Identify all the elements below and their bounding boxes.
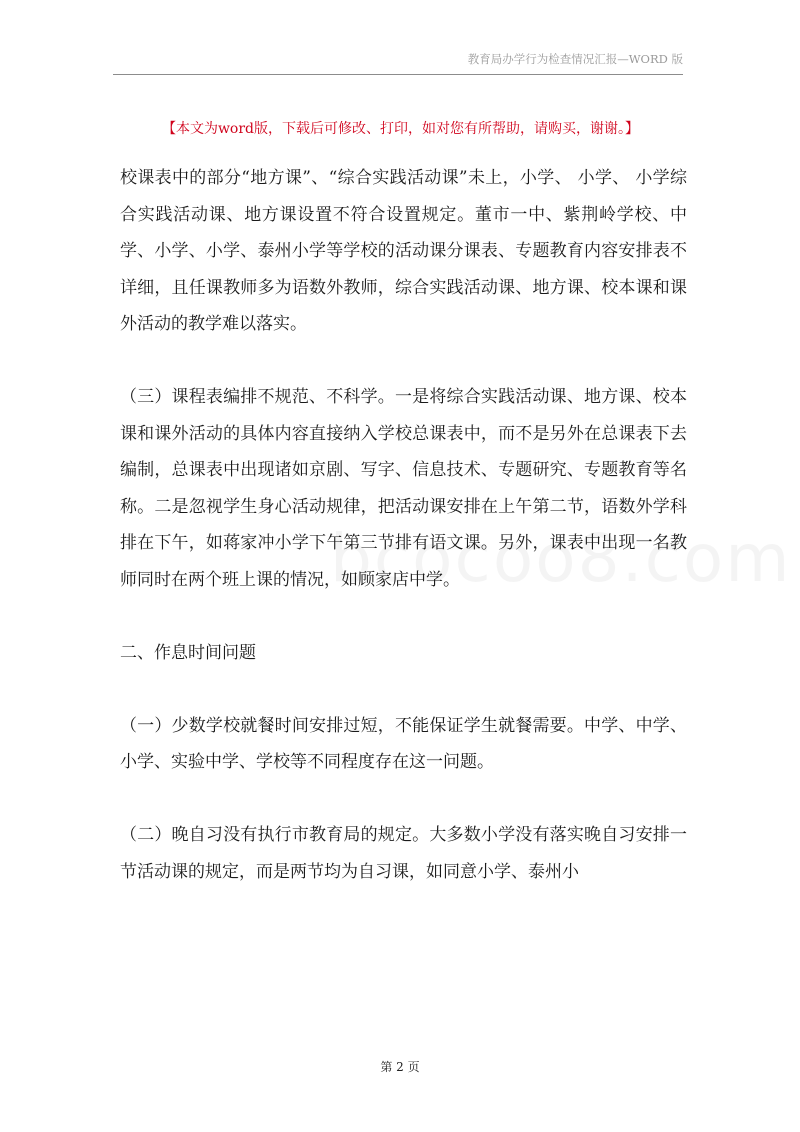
paragraph-spacer (120, 671, 687, 708)
paragraph-spacer (120, 598, 687, 635)
document-body (120, 160, 687, 890)
paragraph-timetable-issues: （三）课程表编排不规范、不科学。一是将综合实践活动课、地方课、校本课和课外活动的具体内容直接纳入学校总课表中，而不是另外在总课表下去编制，总课表中出现诸如京剧、写字、信息技术、专题研究、专题教育等名称。二是忽视学生身心活动规律，把活动课安排在上午第二节，语数外学科排在下午，如蒋家冲小学下午第三节排有语文课。另外，课表中出现一名教师同时在两个班上课的情况，如顾家店中学。 (120, 387, 687, 590)
header-title: 教育局办学行为检查情况汇报—WORD 版 (467, 52, 683, 66)
page-header (113, 50, 683, 75)
section-heading-schedule: 二、作息时间问题 (120, 642, 256, 663)
page-footer (0, 1058, 800, 1075)
paragraph-meal-time: （一）少数学校就餐时间安排过短，不能保证学生就餐需要。中学、中学、小学、实验中学、学校等不同程度存在这一问题。 (120, 715, 687, 772)
paragraph-evening-study: （二）晚自习没有执行市教育局的规定。大多数小学没有落实晚自习安排一节活动课的规定，而是两节均为自习课，如同意小学、泰州小 (120, 825, 687, 882)
download-notice: 【本文为word版，下载后可修改、打印，如对您有所帮助，请购买，谢谢。】 (161, 121, 640, 137)
paragraph-spacer (120, 781, 687, 818)
paragraph-spacer (120, 343, 687, 380)
page-number: 第 2 页 (380, 1060, 420, 1074)
paragraph-curriculum-schedule: 校课表中的部分“地方课”、“综合实践活动课”未上，小学、 小学、 小学综合实践活动课、地方课设置不符合设置规定。董市一中、紫荆岭学校、中学、小学、小学、泰州小学等学校的活动课分课表、专题教育内容安排表不详细，且任课教师多为语数外教师，综合实践活动课、地方课、校本课和课外活动的教学难以落实。 (120, 168, 687, 334)
